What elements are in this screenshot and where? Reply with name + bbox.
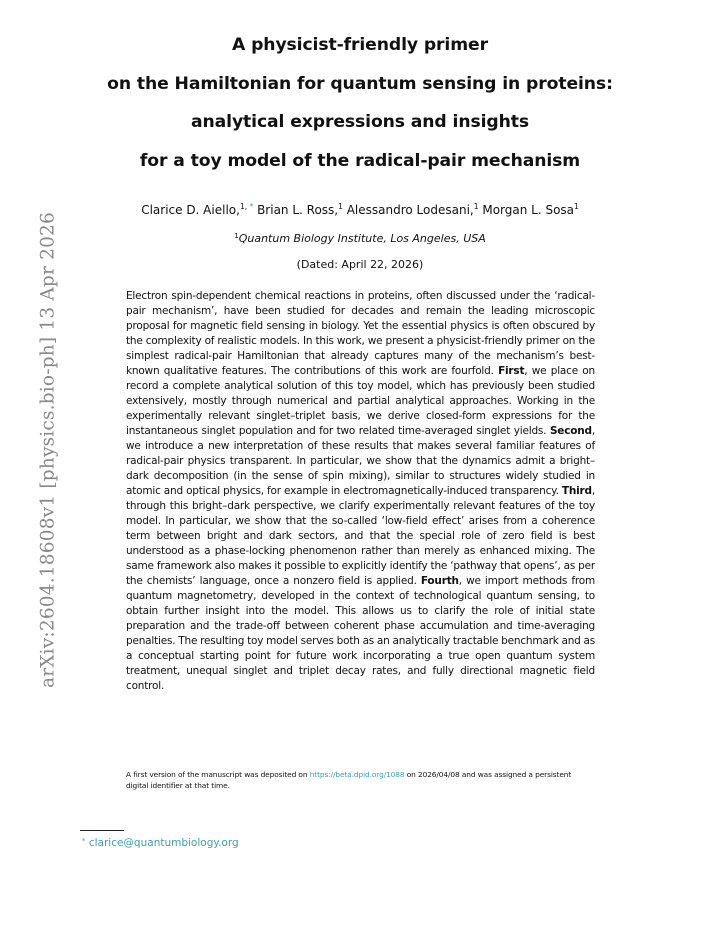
affiliation-number: 1: [234, 232, 239, 240]
abstract-keyword: Third: [561, 485, 592, 497]
author-name: Clarice D. Aiello,: [141, 203, 240, 217]
dpid-link[interactable]: https://beta.dpid.org/1088: [309, 770, 405, 779]
abstract-keyword: Fourth: [420, 575, 459, 587]
author-affiliation-mark: 1: [338, 202, 343, 211]
arxiv-identifier[interactable]: arXiv:2604.18608v1 [physics.bio-ph] 13 Apr 2026: [37, 212, 59, 688]
abstract-text: , we place on record a complete analytical solution of this toy model, which has previously been studied extensively, mostly through numerical and partial analytical approaches. Working in the experimentally relevant singlet–triplet basis, we derive closed-form expressions for the instantaneous singlet population and for two related time-averaged singlet yields.: [126, 365, 595, 437]
note-text: A first version of the manuscript was deposited on: [126, 770, 310, 779]
title-line-4: for a toy model of the radical-pair mechanism: [139, 150, 581, 171]
author-affiliation-mark: 1: [574, 202, 579, 211]
paper-title: [0, 36, 720, 190]
author-affiliation-mark: 1: [473, 202, 479, 211]
abstract-text: , we import methods from quantum magnetometry, developed in the context of technological quantum sensing, to obtain further insight into the model. This allows us to clarify the role of initial state preparation and the trade-off between coherent phase accumulation and time-averaging penalties. The resulting toy model serves both as an analytically tractable benchmark and as a conceptual starting point for future work incorporating a true open quantum system treatment, unequal singlet and triplet decay rates, and fully directional magnetic field control.: [126, 575, 595, 692]
footnote-rule: [80, 830, 124, 831]
abstract-keyword: First: [498, 365, 525, 377]
author-name: Alessandro Lodesani,: [346, 203, 474, 217]
abstract-text: Electron spin-dependent chemical reactions in proteins, often discussed under the ‘radical-pair mechanism’, have been studied for decades and remain the leading microscopic proposal for magnetic field sensing in biology. Yet the essential physics is often obscured by the complexity of realistic models. In this work, we present a physicist-friendly primer on the simplest radical-pair Hamiltonian that already captures many of the mechanism’s best-known qualitative features. The contributions of this work are fourfold.: [126, 290, 595, 377]
abstract: [126, 289, 595, 694]
affiliation-text: Quantum Biology Institute, Los Angeles, USA: [238, 232, 486, 245]
title-line-1: A physicist-friendly primer: [232, 35, 488, 55]
author-name: Brian L. Ross,: [257, 203, 339, 217]
email-link[interactable]: clarice@quantumbiology.org: [88, 837, 239, 849]
affiliation: [0, 232, 720, 245]
note-text: on 2026/04/08 and was assigned a persistent digital identifier at that time.: [126, 770, 572, 790]
abstract-keyword: Second: [549, 425, 592, 437]
abstract-text: , through this bright–dark perspective, we clarify experimentally relevant features of the toy model. In particular, we show that the so-called ‘low-field effect’ arises from a coherence term between bright and dark sectors, and that the special role of zero field is best understood as a phase-locking phenomenon rather than merely as enhanced mixing. The same framework also makes it possible to explicitly identify the ‘pathway that opens’, as per the chemists’ language, once a nonzero field is applied.: [126, 485, 595, 587]
author-list: [0, 202, 720, 217]
author-name: Morgan L. Sosa: [482, 203, 575, 217]
title-line-3: analytical expressions and insights: [191, 112, 529, 132]
abstract-text: , we introduce a new interpretation of these results that makes several familiar features of radical-pair physics transparent. In particular, we show that the dynamics admit a bright–dark decomposition (in the sense of spin mixing), similar to structures widely studied in atomic and optical physics, for example in electromagnetically-induced transparency.: [126, 425, 595, 497]
footnote-mark: *: [82, 837, 86, 845]
author-affiliation-mark: 1,: [239, 202, 250, 211]
corresponding-author-mark[interactable]: *: [249, 202, 254, 211]
deposit-note: [126, 769, 595, 791]
title-line-2: on the Hamiltonian for quantum sensing in proteins:: [107, 73, 613, 94]
date-line: (Dated: April 22, 2026): [296, 258, 424, 271]
footnote: [82, 837, 239, 849]
